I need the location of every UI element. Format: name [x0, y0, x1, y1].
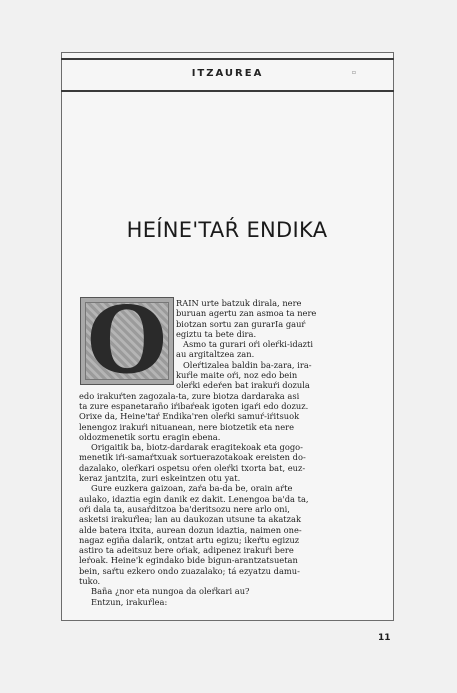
- running-header-title: ITZAUREA: [191, 68, 264, 79]
- body-line: Orixe da, Heine'taŕ Endika'ren oleŕki samuŕ-iŕitsuok: [79, 411, 300, 422]
- body-line: Asmo ta gurari oŕi oleŕki-idazti: [183, 339, 314, 350]
- body-line: astiro ta adeitsuz bere oŕiak, adipenez irakuŕi bere: [79, 545, 294, 556]
- body-line: Entzun, irakuŕlea:: [91, 596, 168, 607]
- body-line: Origaitik ba, biotz-dardarak eragitekoak eta gogo-: [91, 442, 303, 453]
- body-line: biotzan sortu zan gurarIa gauŕ: [176, 318, 306, 329]
- body-line: menetik iŕi-samaŕtxuak sortuerazotakoak ereisten do-: [79, 452, 306, 463]
- header-speck: ▫: [351, 69, 356, 76]
- body-line: oldozmenetik sortu eragin ebena.: [79, 431, 221, 442]
- body-line: bein, saŕtu ezkero ondo zuazalako; tá ezyatzu damu-: [79, 565, 300, 576]
- body-line: oŕi dala ta, ausaŕditzoa ba'deritsozu nere arlo oni,: [79, 503, 290, 514]
- body-line: egiztu ta bete dira.: [176, 328, 257, 339]
- body-line: ta zure espanetaraño iŕibaŕeak igoten igaŕi edo dozuz.: [79, 400, 309, 411]
- running-header: [61, 58, 394, 92]
- body-line: alde batera itxita, aurean dozun idaztia, naimen one-: [79, 524, 302, 535]
- body-line: Baña ¿nor eta nungoa da oleŕkari au?: [91, 586, 250, 597]
- article-title: HEÍNE'TAŔ ENDIKA: [126, 218, 328, 242]
- body-line: lenengoz irakuŕi nituanean, nere biotzetik eta nere: [79, 421, 295, 432]
- body-line: keraz jantzita, zuri eskeintzen otu yat.: [79, 473, 241, 484]
- body-line: kuŕle maite oŕi, noz edo bein: [176, 370, 298, 381]
- body-line: nagaz egiña dalarik, ontzat artu egizu; ikeŕtu egizuz: [79, 534, 300, 545]
- body-line: leŕoak. Heine'k egindako bide bigun-arantzatsuetan: [79, 555, 298, 566]
- body-line: RAIN urte batzuk dirala, nere: [176, 298, 302, 308]
- body-line: dazalako, oleŕkari ospetsu oŕen oleŕki txorta bat, euz-: [79, 462, 306, 473]
- body-line: oleŕki edeŕen bat irakuŕi dozula: [176, 380, 310, 391]
- body-line: buruan agertu zan asmoa ta nere: [176, 308, 317, 319]
- drop-cap-letter: O: [86, 297, 168, 385]
- body-line: au argitaltzea zan.: [176, 349, 255, 360]
- body-line: Gure euzkera gaizoan, zaŕa ba-da be, orain aŕte: [91, 483, 293, 494]
- body-line: Oleŕtizalea baldin ba-zara, ira-: [183, 359, 312, 370]
- page-number: 11: [378, 633, 391, 643]
- article-body: [79, 298, 391, 607]
- body-line: aulako, idaztia egin danik ez dakit. Lenengoa ba'da ta,: [79, 493, 309, 504]
- body-line: asketsi irakuŕlea; lan au daukozan utsune ta akatzak: [79, 514, 301, 525]
- body-line: tuko.: [79, 576, 101, 587]
- body-line: edo irakuŕten zagozala-ta, zure biotza dardaraka asi: [79, 390, 300, 401]
